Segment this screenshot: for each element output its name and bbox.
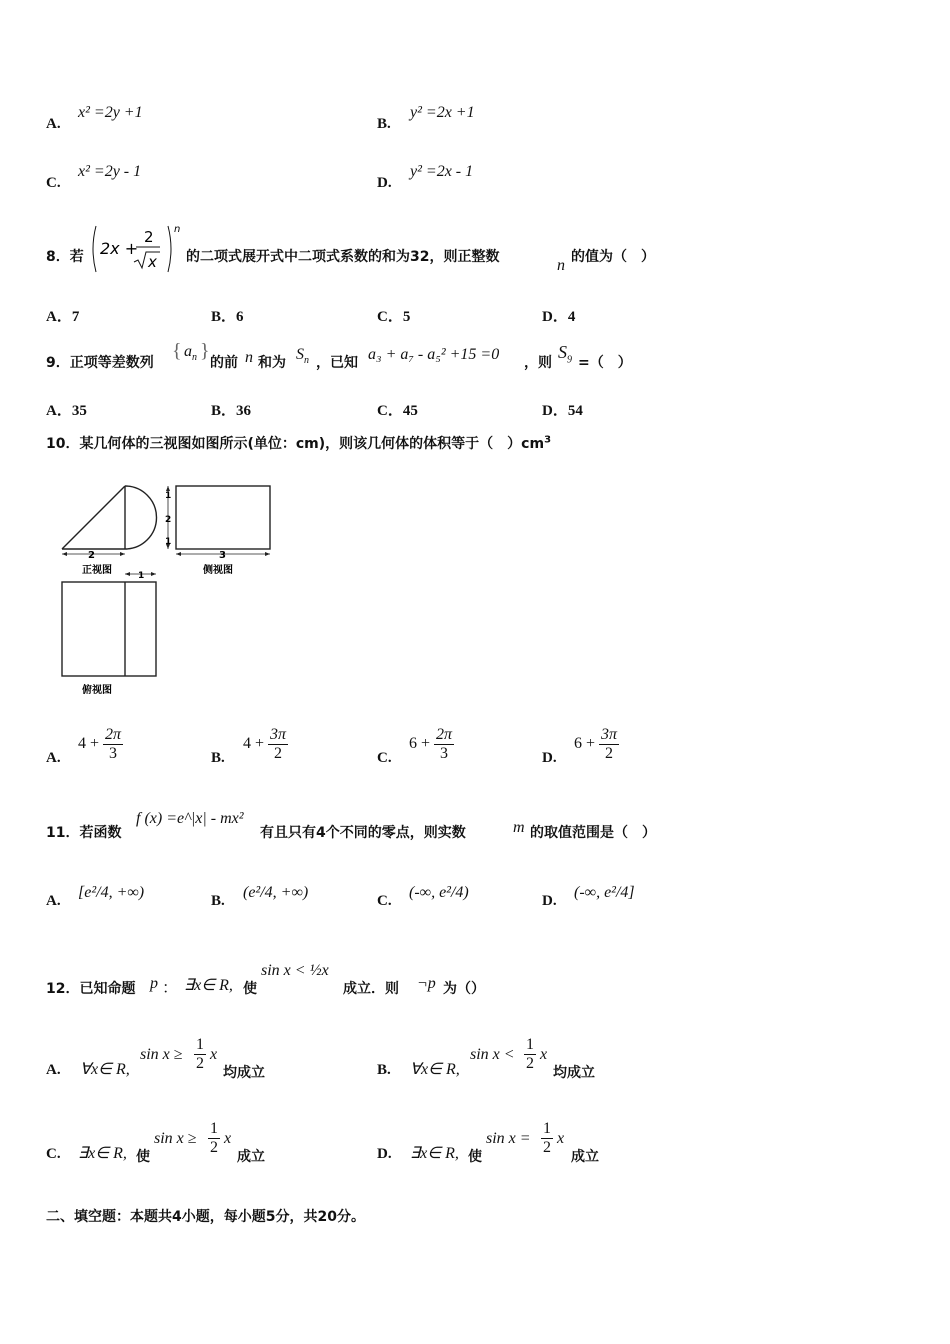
q12-c-den: 2 — [210, 1139, 218, 1156]
q11-function: f (x) =e^|x| - mx² — [136, 810, 244, 827]
q7-option-d-expr: y² =2x - 1 — [410, 163, 474, 180]
q9-S9-letter: S — [558, 342, 567, 362]
q12-option-d-shi: 使 — [468, 1149, 482, 1165]
q10-option-b-label: B. — [211, 750, 225, 766]
q10-d-frac — [599, 726, 619, 763]
q7-option-a-label: A. — [46, 116, 61, 132]
q10-d-int: 6 — [574, 735, 582, 753]
svg-text:2x +: 2x + — [100, 239, 139, 258]
q10-a-num: 2π — [105, 726, 122, 743]
q12-p: p — [150, 975, 158, 992]
side-dim-h-mid: 2 — [165, 515, 172, 525]
q12-option-a-tail: 均成立 — [223, 1065, 265, 1081]
q12-option-a-frac — [194, 1036, 206, 1073]
q10-b-int: 4 — [243, 735, 251, 753]
q12-option-b-tail: 均成立 — [553, 1065, 595, 1081]
q10-c-frac — [434, 726, 454, 763]
q12-option-b-frac — [524, 1036, 536, 1073]
q8-option-a: A．7 — [46, 309, 80, 325]
top-dim-label: 1 — [138, 571, 145, 581]
q10-a-int: 4 — [78, 735, 86, 753]
q9-text1: 的前 — [210, 355, 238, 371]
q8-option-c: C．5 — [377, 309, 411, 325]
q9-text4: ，则 — [524, 355, 552, 371]
q9-S-sub: n — [304, 355, 309, 367]
q11-text: 有且只有4个不同的零点，则实数 — [260, 825, 466, 841]
q12-text2: 成立．则 — [343, 981, 399, 997]
q12-option-d-label: D. — [377, 1146, 392, 1162]
q9-seq-sub: n — [192, 352, 197, 364]
q10-c-num: 2π — [436, 726, 453, 743]
q10-option-d-label: D. — [542, 750, 557, 766]
q11-option-c-label: C. — [377, 893, 392, 909]
q9-text5: =（ ） — [578, 355, 632, 371]
q9-S — [296, 346, 309, 366]
q12-option-c-label: C. — [46, 1146, 61, 1162]
q7-option-c-expr: x² =2y - 1 — [78, 163, 142, 180]
q12-option-d-quant: ∃x∈ R, — [410, 1145, 459, 1162]
q12-option-d-rel: sin x = — [486, 1130, 531, 1147]
q12-c-num: 1 — [210, 1120, 218, 1137]
q12-prefix: 12．已知命题 — [46, 981, 136, 997]
q11-option-b-label: B. — [211, 893, 225, 909]
svg-text:n: n — [174, 224, 181, 235]
q12-exists: ∃x∈ R, — [184, 977, 233, 994]
q11-option-a-label: A. — [46, 893, 61, 909]
q12-d-num: 1 — [543, 1120, 551, 1137]
q10-text — [46, 433, 551, 453]
q12-colon: ： — [162, 980, 179, 997]
q9-S-letter: S — [296, 346, 304, 363]
q7-option-b-label: B. — [377, 116, 391, 132]
top-view-label: 俯视图 — [82, 685, 112, 696]
q12-option-b-rel: sin x < — [470, 1046, 515, 1063]
q12-option-c-x: x — [224, 1130, 232, 1147]
q12-option-a-quant: ∀x∈ R, — [80, 1061, 130, 1078]
q8-option-b: B．6 — [211, 309, 244, 325]
q10-option-a-label: A. — [46, 750, 61, 766]
q9-text2: 和为 — [258, 355, 286, 371]
q12-option-d-x: x — [557, 1130, 565, 1147]
q9-brace-right: } — [200, 340, 210, 362]
q12-option-c-quant: ∃x∈ R, — [78, 1145, 127, 1162]
q12-b-den: 2 — [526, 1055, 534, 1072]
q12-option-c-tail: 成立 — [237, 1149, 265, 1165]
q9-seq-a: a — [184, 343, 192, 360]
q12-option-a-x: x — [210, 1046, 218, 1063]
q10-a-den: 3 — [109, 745, 118, 762]
q11-suffix: 的取值范围是（ ） — [530, 825, 656, 841]
q8-suffix: 的值为（ ） — [571, 249, 655, 265]
q8-binomial-expr — [88, 222, 184, 276]
q8-prefix: 8．若 — [46, 249, 84, 265]
q12-shi: 使 — [243, 981, 257, 997]
q12-option-c-shi: 使 — [136, 1149, 150, 1165]
q10-option-c-label: C. — [377, 750, 392, 766]
q9-S9-sub: 9 — [567, 354, 572, 366]
q7-option-b-expr: y² =2x +1 — [410, 104, 475, 121]
q12-option-b-label: B. — [377, 1062, 391, 1078]
q10-d-den: 2 — [605, 745, 614, 762]
svg-text:2: 2 — [144, 228, 154, 246]
q10-text-main: 10．某几何体的三视图如图所示(单位：cm)，则该几何体的体积等于（ ）cm — [46, 436, 545, 452]
q9-text3: ，已知 — [316, 355, 358, 371]
q10-b-den: 2 — [274, 745, 283, 762]
q12-option-c-frac — [208, 1120, 220, 1157]
q11-var-m: m — [513, 819, 525, 836]
q12-inequality: sin x < ½x — [261, 962, 329, 979]
side-dim-h-bottom: 1 — [165, 537, 172, 547]
q8-option-d: D．4 — [542, 309, 576, 325]
q10-a-frac — [103, 726, 123, 763]
q10-option-d-expr: 6 + $\frac{3\pi}{2}$ — [574, 726, 618, 762]
section2-heading: 二、填空题：本题共4小题，每小题5分，共20分。 — [46, 1209, 365, 1225]
q9-brace-left: { — [172, 340, 182, 362]
q12-negp: ¬p — [417, 975, 436, 992]
q9-option-a: A．35 — [46, 403, 87, 419]
q7-option-d-label: D. — [377, 175, 392, 191]
q10-b-num: 3π — [270, 726, 287, 743]
q9-n: n — [245, 349, 253, 366]
q12-option-d-frac — [541, 1120, 553, 1157]
side-view-label: 侧视图 — [203, 565, 233, 576]
q8-var-n: n — [557, 257, 565, 274]
q10-option-a-expr: 4 + $\frac{2\pi}{3}$ — [78, 726, 122, 762]
side-dim-label: 3 — [219, 550, 226, 561]
q7-option-a-expr: x² =2y +1 — [78, 104, 143, 121]
q12-b-num: 1 — [526, 1036, 534, 1053]
front-dim-label: 2 — [88, 550, 95, 561]
q12-option-a-label: A. — [46, 1062, 61, 1078]
q10-d-num: 3π — [601, 726, 618, 743]
q12-option-d-tail: 成立 — [571, 1149, 599, 1165]
q10-b-frac — [268, 726, 288, 763]
q7-option-c-label: C. — [46, 175, 61, 191]
q11-option-d-expr: (-∞, e²/4] — [574, 884, 635, 901]
q9-option-d: D．54 — [542, 403, 583, 419]
q11-option-c-expr: (-∞, e²/4) — [409, 884, 469, 901]
svg-text:x: x — [148, 253, 157, 271]
q12-a-den: 2 — [196, 1055, 204, 1072]
q10-unit-sup: 3 — [544, 434, 552, 446]
q10-c-int: 6 — [409, 735, 417, 753]
q9-condition: a₃ + a₇ - a₅² +15 =0 — [368, 346, 500, 363]
q10-c-den: 3 — [440, 745, 449, 762]
side-dim-h-top: 1 — [165, 491, 172, 501]
q10-option-c-expr: 6 + $\frac{2\pi}{3}$ — [409, 726, 453, 762]
front-view-label: 正视图 — [82, 565, 112, 576]
q12-option-a-rel: sin x ≥ — [140, 1046, 183, 1063]
q12-option-c-rel: sin x ≥ — [154, 1130, 197, 1147]
q11-option-b-expr: (e²/4, +∞) — [243, 884, 309, 901]
q12-option-b-x: x — [540, 1046, 548, 1063]
q12-text3: 为（） — [443, 981, 485, 997]
q9-option-c: C．45 — [377, 403, 418, 419]
q8-text: 的二项式展开式中二项式系数的和为32，则正整数 — [186, 249, 500, 265]
q9-seq — [184, 343, 197, 363]
q9-option-b: B．36 — [211, 403, 252, 419]
q9-S9 — [558, 342, 572, 366]
q11-option-a-expr: [e²/4, +∞) — [78, 884, 145, 901]
q9-prefix: 9．正项等差数列 — [46, 355, 154, 371]
q11-option-d-label: D. — [542, 893, 557, 909]
q12-a-num: 1 — [196, 1036, 204, 1053]
q11-prefix: 11．若函数 — [46, 825, 122, 841]
q12-d-den: 2 — [543, 1139, 551, 1156]
three-view-figure — [50, 478, 290, 700]
q10-option-b-expr: 4 + $\frac{3\pi}{2}$ — [243, 726, 287, 762]
q12-option-b-quant: ∀x∈ R, — [410, 1061, 460, 1078]
